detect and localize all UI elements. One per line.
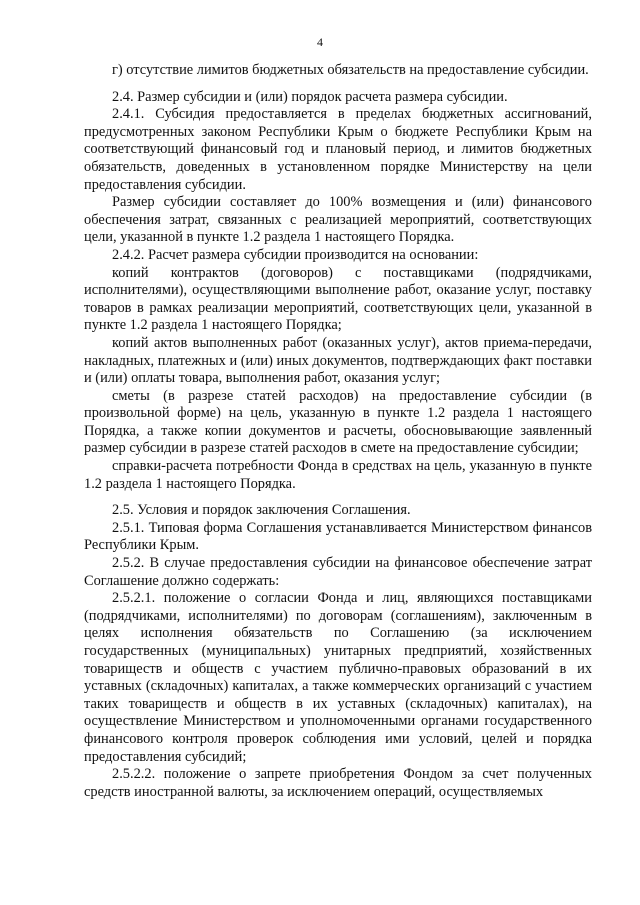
document-body (84, 62, 592, 801)
paragraph: сметы (в разрезе статей расходов) на предоставление субсидии (в произвольной форме) на цель, указанную в пункте 1.2 раздела 1 настоящего Порядка, а также копии документов и расчеты, обосновывающие заявленный размер субсидии в разрезе статей расходов в смете на предоставление субсидии; (84, 387, 592, 457)
page-number: 4 (317, 35, 323, 49)
paragraph: г) отсутствие лимитов бюджетных обязательств на предоставление субсидии. (112, 62, 589, 78)
paragraph: 2.4.2. Расчет размера субсидии производится на основании: (112, 246, 479, 263)
paragraph: Размер субсидии составляет до 100% возмещения и (или) финансового обеспечения затрат, связанных с реализацией мероприятий, соответствующих цели, указанной в пункте 1.2 раздела 1 настоящего Порядка. (84, 194, 592, 246)
paragraph: копий актов выполненных работ (оказанных услуг), актов приема-передачи, накладных, платежных и (или) иных документов, подтверждающих факт поставки и (или) оплаты товара, выполнения работ, оказания услуг; (84, 334, 592, 387)
paragraph: 2.5.2.1. положение о согласии Фонда и лиц, являющихся поставщиками (подрядчиками, исполнителями) по договорам (соглашениям), заключенным в целях исполнения обязательств по Соглашению (за исключением государственных (муниципальных) унитарных предприятий, хозяйственных товариществ и обществ с участием публично-правовых образований в их уставных (складочных) капиталах, а также коммерческих организаций с участием таких товариществ и обществ в их уставных (складочных) капиталах), на осуществление Министерством и уполномоченными органами государственного финансового контроля проверок соблюдения ими условий, целей и порядка предоставления субсидий; (84, 590, 592, 765)
paragraph: 2.5. Условия и порядок заключения Соглашения. (112, 502, 411, 519)
paragraph: 2.4.1. Субсидия предоставляется в пределах бюджетных ассигнований, предусмотренных законом Республики Крым о бюджете Республики Крым на соответствующий финансовый год и плановый период, и лимитов бюджетных обязательств, доведенных в установленном порядке Министерству на цели предоставления субсидии. (84, 106, 592, 193)
paragraph: 2.5.2. В случае предоставления субсидии на финансовое обеспечение затрат Соглашение должно содержать: (84, 555, 592, 589)
paragraph: справки-расчета потребности Фонда в средствах на цель, указанную в пункте 1.2 раздела 1 настоящего Порядка. (84, 458, 592, 492)
paragraph: 2.5.1. Типовая форма Соглашения устанавливается Министерством финансов Республики Крым. (84, 519, 592, 554)
paragraph: копий контрактов (договоров) с поставщиками (подрядчиками, исполнителями), осуществляющими выполнение работ, оказание услуг, поставку товаров в рамках реализации мероприятий, соответствующих цели, указанной в пункте 1.2 раздела 1 настоящего Порядка; (84, 264, 592, 334)
paragraph: 2.5.2.2. положение о запрете приобретения Фондом за счет полученных средств иностранной валюты, за исключением операций, осуществляемых (84, 766, 592, 800)
paragraph: 2.4. Размер субсидии и (или) порядок расчета размера субсидии. (112, 88, 508, 105)
